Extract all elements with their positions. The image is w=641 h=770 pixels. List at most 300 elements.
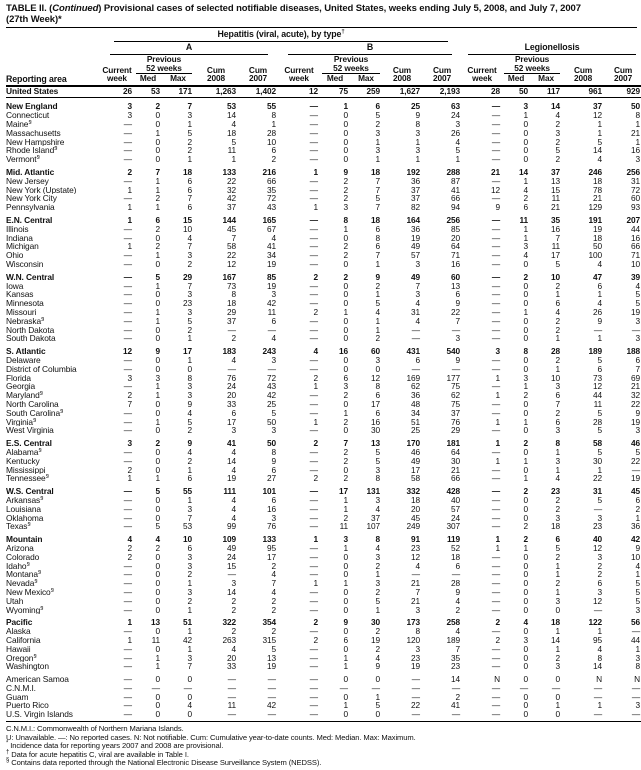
value-cell: 2 xyxy=(555,504,561,514)
value-cell: 1 xyxy=(495,438,501,448)
value-cell: 2 xyxy=(523,271,529,282)
value-cell: 21 xyxy=(410,596,420,606)
table-row xyxy=(6,597,641,606)
value-cell: 3 xyxy=(415,644,420,654)
footnote-notes xyxy=(6,742,637,768)
reporting-area-cell: District of Columbia xyxy=(6,364,77,374)
value-cell: — xyxy=(123,356,132,365)
value-cell: 3 xyxy=(635,155,641,165)
value-cell: 1 xyxy=(187,627,192,636)
value-cell: 0 xyxy=(187,674,192,684)
reporting-area-cell: Wyoming§ xyxy=(6,605,44,615)
value-cell: 25 xyxy=(410,426,420,436)
reporting-area-cell: Colorado xyxy=(6,552,40,562)
value-cell: 2 xyxy=(555,325,561,335)
value-cell: 35 xyxy=(451,653,461,663)
value-cell: 2 xyxy=(635,504,641,514)
value-cell: 46 xyxy=(410,447,420,457)
value-cell: 18 xyxy=(451,552,461,562)
value-cell: 6 xyxy=(375,408,380,418)
value-cell: 17 xyxy=(551,251,561,261)
value-cell: 1 xyxy=(597,627,603,636)
table-row xyxy=(6,400,641,409)
value-cell: 288 xyxy=(446,167,461,177)
value-cell: 21 xyxy=(631,382,641,392)
footnote-definitions: U: Unavailable. —: No reported cases. N: Not notifiable. Cum: Cumulative year-to-date counts. Med: Median. Max: Maximum. xyxy=(6,732,416,742)
value-cell: — xyxy=(123,146,132,156)
value-cell: N xyxy=(494,674,501,684)
value-cell: 3 xyxy=(231,579,236,588)
value-cell: 3 xyxy=(127,111,132,121)
value-cell: — xyxy=(491,570,501,580)
value-cell: 8 xyxy=(271,111,276,121)
value-cell: 5 xyxy=(597,447,603,457)
value-cell: 3 xyxy=(555,596,561,606)
value-cell: 3 xyxy=(597,587,603,597)
value-cell: — xyxy=(309,692,318,702)
value-cell: 2 xyxy=(313,474,318,484)
reporting-area-cell: Mountain xyxy=(6,534,43,544)
value-cell: 12 xyxy=(593,596,603,606)
value-cell: 27 xyxy=(266,474,276,484)
value-cell: — xyxy=(309,701,318,711)
value-cell: 17 xyxy=(338,486,348,496)
value-cell: 3 xyxy=(523,242,529,252)
value-cell: 6 xyxy=(455,561,461,571)
value-cell: 1 xyxy=(313,203,318,213)
value-cell: 2 xyxy=(231,334,236,344)
value-cell: 322 xyxy=(222,617,236,628)
value-cell: 4 xyxy=(555,111,561,121)
reporting-area-cell: U.S. Virgin Islands xyxy=(6,710,100,721)
value-cell: — xyxy=(382,710,422,721)
value-cell: 0 xyxy=(523,465,529,475)
value-cell: — xyxy=(309,233,318,243)
value-cell: 1 xyxy=(523,382,529,392)
value-cell: 18 xyxy=(593,233,603,243)
value-cell: 0 xyxy=(155,111,160,121)
value-cell: 24 xyxy=(226,552,236,562)
value-cell: 1 xyxy=(523,456,529,466)
med-label: Med xyxy=(320,74,350,86)
value-cell: 249 xyxy=(406,522,420,532)
value-cell: 1 xyxy=(597,290,603,300)
value-cell: 37 xyxy=(410,194,420,204)
value-cell: — xyxy=(123,456,132,466)
reporting-area-cell: Idaho§ xyxy=(6,561,30,571)
reporting-area-cell: W.S. Central xyxy=(6,486,54,496)
value-cell: — xyxy=(411,674,420,684)
value-cell: 3 xyxy=(635,701,641,711)
value-cell: 58 xyxy=(226,242,236,252)
value-cell: 4 xyxy=(155,534,160,544)
value-cell: — xyxy=(123,495,132,505)
value-cell: 2 xyxy=(155,438,160,448)
value-cell: 0 xyxy=(155,299,160,309)
value-cell: 5 xyxy=(155,271,160,282)
value-cell: 1 xyxy=(155,203,160,213)
table-row xyxy=(6,343,641,356)
value-cell: 67 xyxy=(266,224,276,234)
value-cell: 19 xyxy=(631,417,641,427)
value-cell: 4 xyxy=(635,561,641,571)
value-cell: 0 xyxy=(523,701,529,711)
value-cell: 0 xyxy=(155,356,160,365)
value-cell: 25 xyxy=(266,399,276,409)
value-cell: 4 xyxy=(231,504,236,514)
value-cell: 2 xyxy=(555,155,561,165)
value-cell: 1 xyxy=(343,408,348,418)
reporting-area-cell: Alaska xyxy=(6,627,31,636)
value-cell: 1 xyxy=(523,176,529,186)
value-cell: 0 xyxy=(155,596,160,606)
value-cell: — xyxy=(123,417,132,427)
reporting-area-cell: Pennsylvania xyxy=(6,203,55,213)
value-cell: — xyxy=(238,710,278,721)
value-cell: 0 xyxy=(343,120,348,129)
value-cell: 1 xyxy=(127,635,132,645)
value-cell: 0 xyxy=(523,426,529,436)
reporting-area-cell: E.N. Central xyxy=(6,215,53,225)
value-cell: 1 xyxy=(495,534,501,544)
value-cell: 0 xyxy=(155,155,160,165)
value-cell: 24 xyxy=(451,111,461,121)
table-row xyxy=(6,269,641,282)
value-cell: 2 xyxy=(523,534,529,544)
value-cell: 2 xyxy=(127,543,132,553)
value-cell: 2 xyxy=(555,495,561,505)
table-row xyxy=(6,496,641,505)
value-cell: 22 xyxy=(226,176,236,186)
value-cell: 3 xyxy=(555,382,561,392)
table-row xyxy=(6,693,641,702)
value-cell: 4 xyxy=(415,561,420,571)
value-cell: 1 xyxy=(187,605,192,615)
value-cell: — xyxy=(123,281,132,291)
value-cell: 73 xyxy=(226,281,236,291)
value-cell: 0 xyxy=(343,325,348,335)
value-cell: 32 xyxy=(226,185,236,195)
value-cell: 33 xyxy=(226,399,236,409)
reporting-area-cell: Massachusetts xyxy=(6,128,61,138)
value-cell: 4 xyxy=(555,308,561,317)
value-cell: 2 xyxy=(375,644,380,654)
value-cell: 17 xyxy=(266,552,276,562)
value-cell: 1 xyxy=(375,155,380,165)
value-cell: 0 xyxy=(343,281,348,291)
table-row xyxy=(6,212,641,225)
value-cell: 12 xyxy=(370,373,380,383)
value-cell: 0 xyxy=(343,465,348,475)
value-cell: 0 xyxy=(155,692,160,702)
value-cell: 58 xyxy=(593,438,603,448)
reporting-area-cell: Tennessee§ xyxy=(6,474,49,484)
value-cell: 2 xyxy=(271,561,276,571)
reporting-area-cell: Mississippi xyxy=(6,465,46,475)
value-cell: — xyxy=(631,465,641,475)
value-cell: — xyxy=(309,605,318,615)
value-cell: 12 xyxy=(226,260,236,269)
table-row xyxy=(6,636,641,645)
value-cell: 6 xyxy=(635,495,641,505)
value-cell: 1 xyxy=(313,534,318,544)
value-cell: 258 xyxy=(446,617,461,628)
value-cell: 165 xyxy=(262,215,276,225)
value-cell: — xyxy=(491,290,501,300)
reporting-area-cell: New York (Upstate) xyxy=(6,185,77,195)
value-cell: — xyxy=(411,334,420,344)
value-cell: 0 xyxy=(523,325,529,335)
table-row xyxy=(6,588,641,597)
value-cell: 3 xyxy=(343,534,348,544)
value-cell: 2 xyxy=(271,627,276,636)
value-cell: 21 xyxy=(631,128,641,138)
value-cell: 36 xyxy=(410,224,420,234)
value-cell: 1 xyxy=(635,120,641,129)
value-cell: 3 xyxy=(155,373,160,383)
value-cell: — xyxy=(309,653,318,663)
value-cell: 45 xyxy=(631,486,641,496)
value-cell: 0 xyxy=(155,627,160,636)
value-cell: — xyxy=(123,513,132,523)
value-cell: 60 xyxy=(631,194,641,204)
value-cell: 9 xyxy=(343,167,348,177)
value-cell: 0 xyxy=(320,710,350,721)
reporting-area-cell: American Samoa xyxy=(6,674,69,684)
value-cell: — xyxy=(491,587,501,597)
value-cell: 2 xyxy=(343,456,348,466)
value-cell: — xyxy=(491,513,501,523)
value-cell: 2 xyxy=(231,605,236,615)
reporting-area-cell: Mid. Atlantic xyxy=(6,167,55,177)
reporting-area-cell: South Carolina§ xyxy=(6,408,64,418)
value-cell: 1 xyxy=(343,224,348,234)
value-cell: 0 xyxy=(155,570,160,580)
reporting-area-cell: Indiana xyxy=(6,233,33,243)
value-cell: 14 xyxy=(226,456,236,466)
table-row xyxy=(6,662,641,671)
value-cell: 2 xyxy=(375,120,380,129)
value-cell: 4 xyxy=(555,474,561,484)
value-cell: 1 xyxy=(555,644,561,654)
value-cell: 10 xyxy=(631,260,641,269)
value-cell: 1 xyxy=(523,417,529,427)
value-cell: 111 xyxy=(223,486,236,496)
value-cell: 0 xyxy=(523,120,529,129)
value-cell: 19 xyxy=(631,308,641,317)
value-cell: 11 xyxy=(227,701,236,711)
title-week: (27th Week)* xyxy=(6,14,62,25)
value-cell: 1 xyxy=(495,543,501,553)
value-cell: 2 xyxy=(343,251,348,261)
current-label-b: Current xyxy=(284,64,314,75)
value-cell: 28 xyxy=(551,346,561,356)
value-cell: — xyxy=(309,224,318,234)
value-cell: 37 xyxy=(593,101,603,112)
value-cell: 0 xyxy=(155,146,160,156)
value-cell: 2 xyxy=(313,271,318,282)
value-cell: 10 xyxy=(551,373,561,383)
value-cell: — xyxy=(491,627,501,636)
value-cell: — xyxy=(123,137,132,147)
value-cell: 1 xyxy=(313,382,318,392)
value-cell: — xyxy=(309,364,318,374)
week-label: week xyxy=(278,74,320,86)
value-cell: 101 xyxy=(262,486,276,496)
value-cell: — xyxy=(123,587,132,597)
value-cell: 10 xyxy=(182,224,192,234)
value-cell: — xyxy=(491,325,501,335)
table-row xyxy=(6,299,641,308)
value-cell: 9 xyxy=(635,543,641,553)
table-row xyxy=(6,138,641,147)
value-cell: 2 xyxy=(187,456,192,466)
value-cell: 169 xyxy=(406,373,420,383)
value-cell: — xyxy=(309,137,318,147)
value-cell: 42 xyxy=(631,534,641,544)
value-cell: 0 xyxy=(523,570,529,580)
value-cell: — xyxy=(309,260,318,269)
value-cell: 100 xyxy=(588,251,603,261)
value-cell: 1 xyxy=(127,474,132,484)
value-cell: 19 xyxy=(370,635,380,645)
value-cell: — xyxy=(123,662,132,672)
value-cell: 2 xyxy=(523,522,529,532)
value-cell: 22 xyxy=(631,456,641,466)
year-2008-label: 2008 xyxy=(382,74,422,86)
value-cell: 12 xyxy=(122,346,132,356)
table-row xyxy=(6,701,641,710)
value-cell: 44 xyxy=(593,391,603,400)
value-cell: 0 xyxy=(343,364,348,374)
value-cell: 0 xyxy=(155,605,160,615)
value-cell: 19 xyxy=(410,233,420,243)
value-cell: 24 xyxy=(451,513,461,523)
value-cell: 32 xyxy=(631,391,641,400)
value-cell: 1 xyxy=(343,653,348,663)
reporting-area-cell: Utah xyxy=(6,596,24,606)
value-cell: 5 xyxy=(375,299,380,309)
value-cell: 0 xyxy=(187,364,192,374)
value-cell: 12 xyxy=(593,543,603,553)
value-cell: 3 xyxy=(597,513,603,523)
value-cell: 307 xyxy=(446,522,461,532)
value-cell: 167 xyxy=(222,271,236,282)
table-row xyxy=(6,98,641,111)
value-cell: 35 xyxy=(551,215,561,225)
value-cell: 37 xyxy=(410,185,420,195)
value-cell: 0 xyxy=(155,495,160,505)
value-cell: — xyxy=(309,215,318,225)
value-cell: 14 xyxy=(593,662,603,672)
value-cell: 36 xyxy=(410,176,420,186)
value-cell: 2 xyxy=(187,325,192,335)
value-cell: — xyxy=(123,382,132,392)
table-row xyxy=(6,260,641,269)
value-cell: 1 xyxy=(375,605,380,615)
value-cell: 9 xyxy=(415,111,420,121)
value-cell: 6 xyxy=(555,534,561,544)
value-cell: 3 xyxy=(271,290,276,300)
value-cell: 19 xyxy=(226,474,236,484)
value-cell: 2 xyxy=(555,653,561,663)
value-cell: — xyxy=(309,495,318,505)
value-cell: — xyxy=(309,290,318,300)
value-cell: 7 xyxy=(187,101,192,112)
value-cell: 3 xyxy=(375,356,380,365)
value-cell: 5 xyxy=(635,587,641,597)
value-cell: 5 xyxy=(555,146,561,156)
value-cell: 18 xyxy=(593,176,603,186)
value-cell: 0 xyxy=(155,233,160,243)
value-cell: 3 xyxy=(523,635,529,645)
value-cell: 0 xyxy=(155,399,160,409)
value-cell: 2 xyxy=(231,596,236,606)
value-cell: 5 xyxy=(375,111,380,121)
value-cell: 5 xyxy=(597,356,603,365)
value-cell: 929 xyxy=(604,86,641,98)
value-cell: — xyxy=(309,242,318,252)
value-cell: 1 xyxy=(415,137,420,147)
value-cell: 4 xyxy=(523,185,529,195)
value-cell: 1 xyxy=(187,465,192,475)
value-cell: — xyxy=(491,233,501,243)
value-cell: — xyxy=(123,522,132,532)
reporting-area-cell: South Dakota xyxy=(6,334,56,344)
value-cell: 24 xyxy=(226,382,236,392)
value-cell: 18 xyxy=(551,617,561,628)
year-2007-label: 2007 xyxy=(238,74,278,86)
value-cell: 0 xyxy=(155,513,160,523)
value-cell: — xyxy=(491,382,501,392)
value-cell: 13 xyxy=(266,653,276,663)
value-cell: 2 xyxy=(555,120,561,129)
value-cell: 1,627 xyxy=(382,86,422,98)
value-cell: 75 xyxy=(451,399,461,409)
value-cell: — xyxy=(123,128,132,138)
value-cell: 1 xyxy=(635,644,641,654)
value-cell: 49 xyxy=(410,242,420,252)
value-cell: 0 xyxy=(155,408,160,418)
value-cell: 53 xyxy=(182,522,192,532)
table-row xyxy=(6,544,641,553)
value-cell: 4 xyxy=(231,644,236,654)
value-cell: 6 xyxy=(455,290,461,300)
value-cell: 4 xyxy=(187,233,192,243)
value-cell: 64 xyxy=(451,447,461,457)
value-cell: 3 xyxy=(597,552,603,562)
value-cell: 2 xyxy=(155,194,160,204)
table-row xyxy=(6,146,641,155)
value-cell: 8 xyxy=(231,290,236,300)
value-cell: N xyxy=(634,674,641,684)
value-cell: 1 xyxy=(343,495,348,505)
value-cell: 2 xyxy=(343,391,348,400)
value-cell: 41 xyxy=(226,438,236,448)
value-cell: — xyxy=(491,356,501,365)
value-cell: 1 xyxy=(495,456,501,466)
value-cell: 2 xyxy=(555,356,561,365)
value-cell: 3 xyxy=(187,111,192,121)
page-title xyxy=(6,3,637,25)
value-cell: — xyxy=(491,271,501,282)
value-cell: 0 xyxy=(343,146,348,156)
value-cell: — xyxy=(267,674,276,684)
value-cell: — xyxy=(491,215,501,225)
reporting-area-cell: Wisconsin xyxy=(6,260,44,269)
value-cell: 7 xyxy=(271,579,276,588)
value-cell: — xyxy=(491,399,501,409)
